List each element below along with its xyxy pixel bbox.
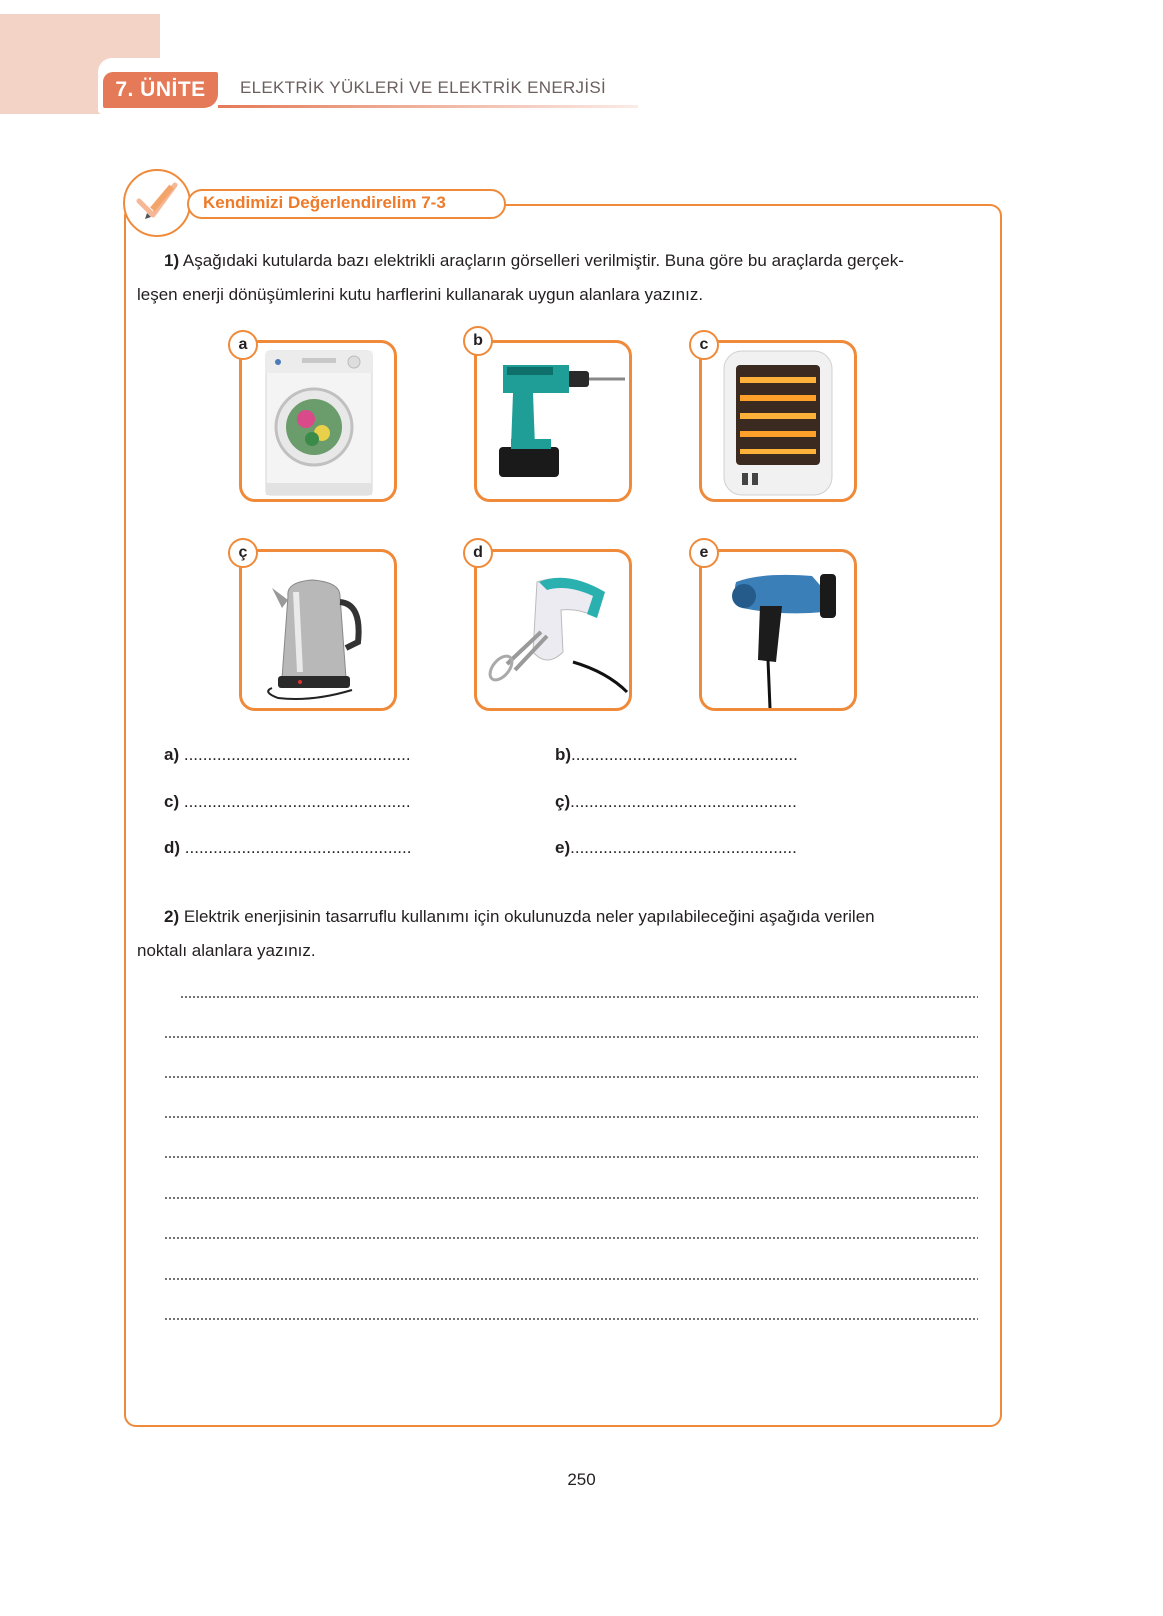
unit-title: ELEKTRİK YÜKLERİ VE ELEKTRİK ENERJİSİ [240, 78, 607, 97]
answer-d-field[interactable]: ................................................ [180, 838, 412, 857]
answer-b-field[interactable]: ................................................ [571, 745, 798, 764]
image-letter-c: c [689, 330, 719, 360]
answer-a-field[interactable]: ................................................ [179, 745, 411, 764]
question1-text: Aşağıdaki kutularda bazı elektrikli araçların görselleri verilmiştir. Buna göre bu araçlarda gerçek- [179, 251, 904, 270]
hair-dryer-icon [702, 552, 854, 708]
answer-ç-field[interactable]: ................................................ [570, 792, 797, 811]
drill-icon [477, 343, 629, 499]
heater-icon [702, 343, 854, 499]
mixer-icon [477, 552, 629, 708]
writing-line[interactable] [164, 1197, 978, 1199]
image-letter-e: e [689, 538, 719, 568]
image-letter-b: b [463, 326, 493, 356]
answer-c-field[interactable]: ................................................ [179, 792, 411, 811]
writing-line[interactable] [164, 1036, 978, 1038]
answer-c-label: c) [164, 792, 180, 811]
image-box-b [474, 340, 632, 502]
page-number: 250 [567, 1470, 596, 1489]
image-box-e [699, 549, 857, 711]
question2-number: 2) [164, 907, 180, 926]
question1-line1 [164, 244, 904, 278]
answer-e-field[interactable]: ................................................ [570, 838, 797, 857]
header-rule [218, 105, 638, 108]
writing-line[interactable] [164, 1318, 978, 1320]
writing-line[interactable] [164, 1116, 978, 1118]
image-box-d [474, 549, 632, 711]
answer-e [555, 838, 797, 858]
pencil-check-icon [123, 169, 191, 237]
writing-line[interactable] [180, 996, 978, 998]
answer-a-label: a) [164, 745, 180, 764]
writing-line[interactable] [164, 1076, 978, 1078]
answer-d-label: d) [164, 838, 181, 857]
image-letter-a: a [228, 330, 258, 360]
image-box-a [239, 340, 397, 502]
image-letter-ç: ç [228, 538, 258, 568]
question1-line2: leşen enerji dönüşümlerini kutu harflerini kullanarak uygun alanlara yazınız. [137, 285, 704, 304]
washing-machine-icon [242, 343, 394, 499]
unit-label: 7. ÜNİTE [103, 72, 218, 108]
kettle-icon [242, 552, 394, 708]
image-letter-d: d [463, 538, 493, 568]
answer-a [164, 745, 411, 765]
answer-c [164, 792, 411, 812]
question2-text: Elektrik enerjisinin tasarruflu kullanımı için okulunuzda neler yapılabileceğini aşağıda verilen [179, 907, 875, 926]
answer-d [164, 838, 411, 858]
writing-line[interactable] [164, 1156, 978, 1158]
writing-line[interactable] [164, 1237, 978, 1239]
question1-number: 1) [164, 251, 180, 270]
answer-b [555, 745, 798, 765]
writing-line[interactable] [164, 1278, 978, 1280]
answer-ç [555, 792, 797, 812]
answer-e-label: e) [555, 838, 571, 857]
question2-line2: noktalı alanlara yazınız. [137, 941, 316, 960]
image-box-c [699, 340, 857, 502]
answer-ç-label: ç) [555, 792, 571, 811]
question2-line1 [164, 900, 875, 934]
section-title: Kendimizi Değerlendirelim 7-3 [203, 193, 446, 212]
answer-b-label: b) [555, 745, 572, 764]
image-box-ç [239, 549, 397, 711]
